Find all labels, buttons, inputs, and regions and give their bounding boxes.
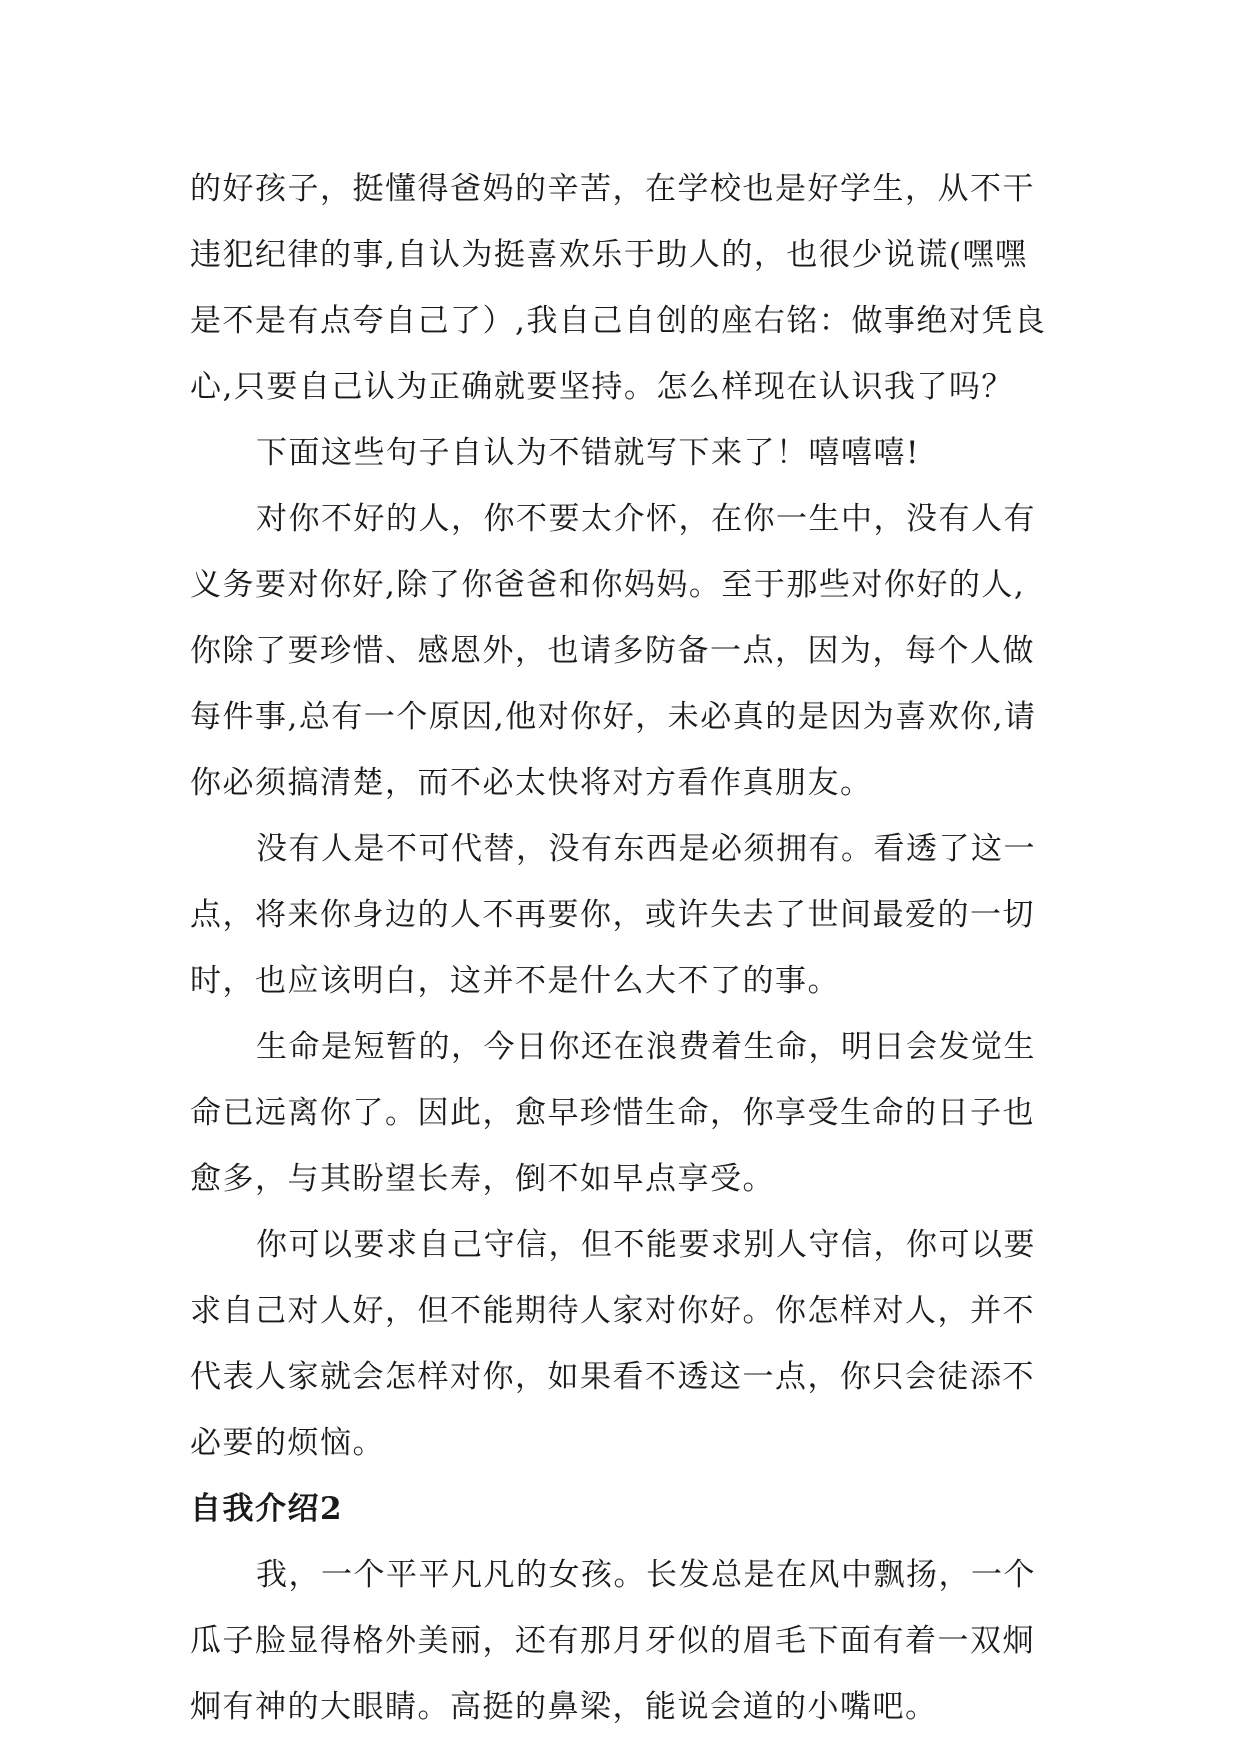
- paragraph-quote-1: 对你不好的人，你不要太介怀，在你一生中，没有人有义务要对你好,除了你爸爸和你妈妈。至于那些对你好的人,你除了要珍惜、感恩外，也请多防备一点，因为，每个人做每件事,总有一个原因,他对你好，未必真的是因为喜欢你,请你必须搞清楚，而不必太快将对方看作真朋友。: [190, 501, 1037, 801]
- paragraph-quote-3: 生命是短暂的，今日你还在浪费着生命，明日会发觉生命已远离你了。因此，愈早珍惜生命，你享受生命的日子也愈多，与其盼望长寿，倒不如早点享受。: [190, 1029, 1036, 1197]
- paragraph-intro-continued: 的好孩子，挺懂得爸妈的辛苦，在学校也是好学生，从不干违犯纪律的事,自认为挺喜欢乐于助人的，也很少说谎(嘿嘿是不是有点夸自己了）,我自己自创的座右铭：做事绝对凭良心,只要自己认为正确就要坚持。怎么样现在认识我了吗？: [190, 171, 1047, 405]
- paragraph-self-intro-2: 我，一个平平凡凡的女孩。长发总是在风中飘扬，一个瓜子脸显得格外美丽，还有那月牙似的眉毛下面有着一双炯炯有神的大眼睛。高挺的鼻梁，能说会道的小嘴吧。: [190, 1557, 1036, 1725]
- section-heading: 自我介绍2: [190, 1491, 344, 1527]
- document-body: [190, 156, 1050, 1740]
- paragraph-quote-4: 你可以要求自己守信，但不能要求别人守信，你可以要求自己对人好，但不能期待人家对你好。你怎样对人，并不代表人家就会怎样对你，如果看不透这一点，你只会徒添不必要的烦恼。: [190, 1227, 1036, 1461]
- paragraph-sentences-intro: 下面这些句子自认为不错就写下来了！嘻嘻嘻!: [256, 435, 920, 471]
- paragraph-quote-2: 没有人是不可代替，没有东西是必须拥有。看透了这一点，将来你身边的人不再要你，或许失去了世间最爱的一切时，也应该明白，这并不是什么大不了的事。: [190, 831, 1036, 999]
